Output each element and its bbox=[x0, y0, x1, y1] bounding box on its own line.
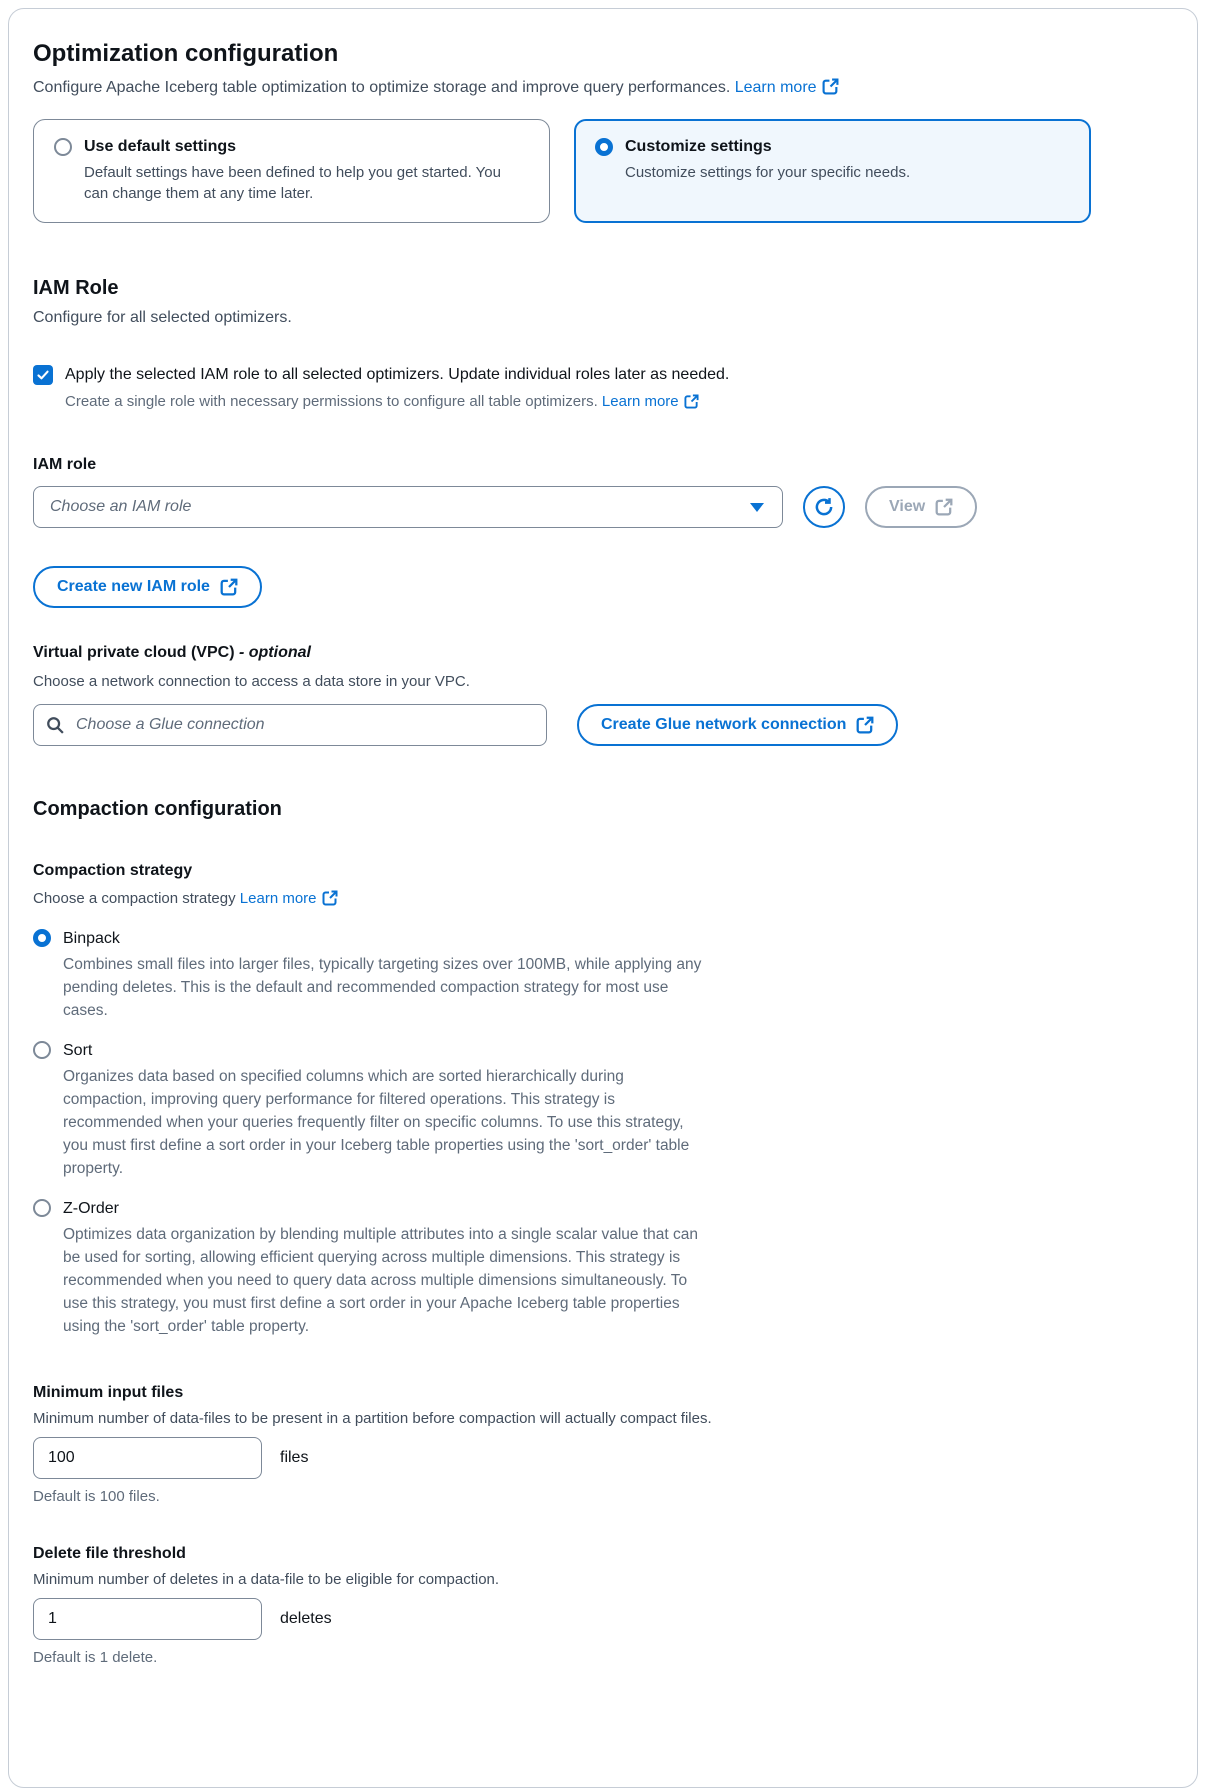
minimum-input-files-default-note: Default is 100 files. bbox=[33, 1488, 160, 1505]
option-body bbox=[63, 1039, 711, 1180]
vpc-field-label bbox=[33, 642, 1173, 664]
refresh-button[interactable] bbox=[803, 486, 845, 528]
learn-more-label: Learn more bbox=[239, 890, 317, 907]
vpc-label-text: Virtual private cloud (VPC) bbox=[33, 644, 239, 661]
radio-customize-settings[interactable] bbox=[595, 138, 613, 156]
tile-label: Customize settings bbox=[625, 138, 772, 155]
delete-file-threshold-default-note: Default is 1 delete. bbox=[33, 1649, 158, 1666]
option-body bbox=[63, 1197, 711, 1338]
glue-connection-search-input[interactable] bbox=[74, 715, 534, 735]
learn-more-label: Learn more bbox=[734, 79, 817, 96]
apply-role-checkbox-label: Apply the selected IAM role to all selected optimizers. Update individual roles later as needed. bbox=[65, 366, 730, 383]
strategy-option-sort[interactable] bbox=[33, 1039, 1173, 1180]
settings-mode-tiles bbox=[33, 119, 1091, 223]
external-link-icon bbox=[220, 578, 238, 596]
iam-role-section-heading: IAM Role bbox=[33, 277, 119, 299]
delete-file-threshold-label: Delete file threshold bbox=[33, 1545, 186, 1562]
create-iam-role-label: Create new IAM role bbox=[57, 578, 210, 595]
refresh-icon bbox=[814, 497, 834, 517]
iam-role-section-subheading: Configure for all selected optimizers. bbox=[33, 309, 292, 326]
iam-role-controls-row bbox=[33, 486, 1173, 528]
checkmark-icon bbox=[36, 368, 50, 382]
iam-role-field-label: IAM role bbox=[33, 456, 97, 473]
vpc-optional-suffix: - optional bbox=[238, 644, 311, 661]
create-glue-connection-button[interactable] bbox=[577, 704, 898, 746]
subtitle-learn-more-link[interactable] bbox=[735, 79, 839, 96]
apply-role-description-text: Create a single role with necessary permissions to configure all table optimizers. bbox=[65, 393, 598, 410]
external-link-icon bbox=[322, 890, 338, 906]
option-body bbox=[63, 927, 711, 1022]
radio-zorder[interactable] bbox=[33, 1199, 51, 1217]
page-subtitle bbox=[33, 77, 1173, 99]
iam-role-select[interactable] bbox=[33, 486, 783, 528]
tile-description: Customize settings for your specific needs. bbox=[625, 164, 911, 181]
checkbox-learn-more-link[interactable] bbox=[602, 393, 699, 410]
vpc-description: Choose a network connection to access a data store in your VPC. bbox=[33, 673, 470, 690]
delete-file-threshold-unit: deletes bbox=[280, 1610, 332, 1627]
apply-role-checkbox-description bbox=[65, 391, 1173, 412]
vpc-controls-row bbox=[33, 704, 1173, 746]
compaction-strategy-description bbox=[33, 888, 1173, 910]
optimization-configuration-panel bbox=[8, 8, 1198, 1788]
strategy-option-description: Optimizes data organization by blending multiple attributes into a single scalar value that can be used for sorting, allowing efficient querying across multiple dimensions. This strategy is recommended when you need to query data across multiple dimensions simultaneously. To use this strategy, you must first define a sort order in your Apache Iceberg table properties using the 'sort_order' table property. bbox=[63, 1226, 699, 1335]
glue-connection-search[interactable] bbox=[33, 704, 547, 746]
chevron-down-icon bbox=[750, 503, 764, 512]
compaction-strategy-label: Compaction strategy bbox=[33, 862, 193, 879]
tile-body bbox=[625, 135, 910, 183]
learn-more-label: Learn more bbox=[601, 393, 679, 410]
minimum-input-files-label: Minimum input files bbox=[33, 1384, 184, 1401]
delete-file-threshold-row bbox=[33, 1598, 1173, 1640]
tile-customize-settings[interactable] bbox=[574, 119, 1091, 223]
strategy-option-binpack[interactable] bbox=[33, 927, 1173, 1022]
view-button-label: View bbox=[889, 498, 926, 515]
search-icon bbox=[46, 716, 64, 734]
create-glue-connection-label: Create Glue network connection bbox=[601, 716, 847, 733]
external-link-icon bbox=[684, 394, 699, 409]
minimum-input-files-unit: files bbox=[280, 1449, 309, 1466]
strategy-option-label: Z-Order bbox=[63, 1200, 119, 1217]
strategy-option-label: Sort bbox=[63, 1042, 93, 1059]
delete-file-threshold-input[interactable] bbox=[33, 1598, 262, 1640]
minimum-input-files-row bbox=[33, 1437, 1173, 1479]
apply-role-checkbox-row bbox=[33, 363, 1173, 387]
external-link-icon bbox=[856, 716, 874, 734]
external-link-icon bbox=[935, 498, 953, 516]
minimum-input-files-input[interactable] bbox=[33, 1437, 262, 1479]
apply-role-checkbox[interactable] bbox=[33, 365, 53, 385]
strategy-description-text: Choose a compaction strategy bbox=[33, 890, 236, 907]
strategy-option-zorder[interactable] bbox=[33, 1197, 1173, 1338]
iam-role-select-placeholder: Choose an IAM role bbox=[50, 498, 192, 515]
page-title: Optimization configuration bbox=[33, 40, 339, 67]
view-button[interactable] bbox=[865, 486, 977, 528]
compaction-section-heading: Compaction configuration bbox=[33, 798, 282, 820]
minimum-input-files-description: Minimum number of data-files to be present in a partition before compaction will actually compact files. bbox=[33, 1410, 712, 1427]
delete-file-threshold-description: Minimum number of deletes in a data-file to be eligible for compaction. bbox=[33, 1571, 500, 1588]
strategy-option-description: Organizes data based on specified columns which are sorted hierarchically during compaction, improving query performance for filtered operations. This strategy is recommended when your queries frequently filter on specific columns. To use this strategy, you must first define a sort order in your Iceberg table properties using the 'sort_order' table property. bbox=[63, 1068, 690, 1177]
create-iam-role-button[interactable] bbox=[33, 566, 262, 608]
radio-binpack[interactable] bbox=[33, 929, 51, 947]
strategy-learn-more-link[interactable] bbox=[240, 890, 338, 907]
page-subtitle-text: Configure Apache Iceberg table optimization to optimize storage and improve query performances. bbox=[33, 79, 731, 96]
tile-use-default-settings[interactable] bbox=[33, 119, 550, 223]
external-link-icon bbox=[822, 78, 839, 95]
tile-description: Default settings have been defined to help you get started. You can change them at any time later. bbox=[84, 164, 501, 202]
radio-sort[interactable] bbox=[33, 1041, 51, 1059]
radio-use-default-settings[interactable] bbox=[54, 138, 72, 156]
tile-body bbox=[84, 135, 529, 204]
strategy-option-description: Combines small files into larger files, typically targeting sizes over 100MB, while applying any pending deletes. This is the default and recommended compaction strategy for most use cases. bbox=[63, 956, 702, 1019]
strategy-option-label: Binpack bbox=[63, 930, 120, 947]
tile-label: Use default settings bbox=[84, 138, 237, 155]
